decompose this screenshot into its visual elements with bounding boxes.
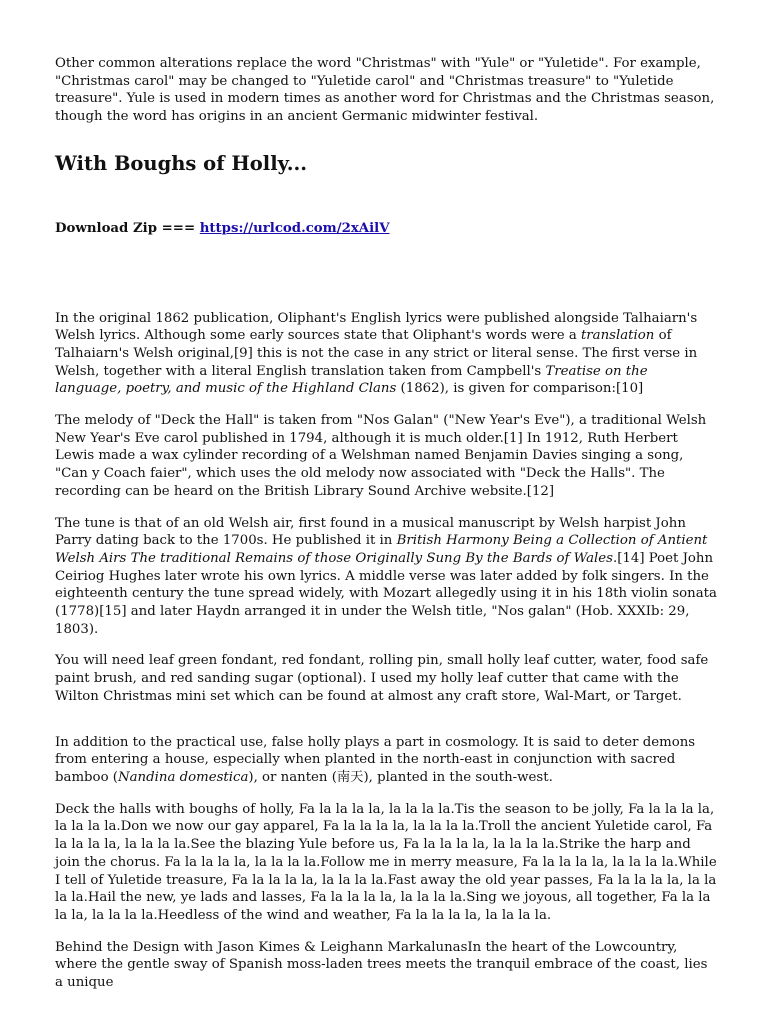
italic-translation: translation — [580, 328, 655, 344]
paragraph-lyrics: Deck the halls with boughs of holly, Fa la la la la, la la la la.Tis the season to be jolly, Fa la la la la, la la la la.Don we now our gay apparel, Fa la la la la, la la la la.Troll the ancient Yuletide carol, Fa la la la la, la la la la.See the blazing Yule before us, Fa la la la la, la la la la.Strike the harp and join the chorus. Fa la la la la, la la la la.Follow me in merry measure, Fa la la la la, la la la la.While I tell of Yuletide treasure, Fa la la la la, la la la la.Fast away the old year passes, Fa la la la la, la la la la.Hail the new, ye lads and lasses, Fa la la la la, la la la la.Sing we joyous, all together, Fa la la la la, la la la la.Heedless of the wind and weather, Fa la la la la, la la la la. — [55, 801, 717, 923]
download-link[interactable]: https://urlcod.com/2xAilV — [199, 220, 390, 236]
paragraph-text: The tune is that of an old Welsh air, first found in a musical manuscript by Welsh harpist John Parry dating back to the 1700s. He published it in — [55, 515, 686, 549]
paragraph-tune-origin — [55, 515, 717, 639]
paragraph-melody: The melody of "Deck the Hall" is taken from "Nos Galan" ("New Year's Eve"), a traditional Welsh New Year's Eve carol published in 1794, although it is much older.[1] In 1912, Ruth Herbert Lewis made a wax cylinder recording of a Welshman named Benjamin Davies singing a song, "Can y Coach faier", which uses the old melody now associated with "Deck the Halls". The recording can be heard on the British Library Sound Archive website.[12] — [55, 413, 707, 499]
download-label: Download Zip === — [55, 220, 196, 236]
download-line — [55, 220, 717, 238]
paragraph-text: In addition to the practical use, false holly plays a part in cosmology. It is said to deter demons from entering a house, especially when planted in the north-east in conjunction with sacred bamboo ( — [55, 734, 696, 785]
article-body — [55, 55, 717, 992]
paragraph-supplies: You will need leaf green fondant, red fondant, rolling pin, small holly leaf cutter, water, food safe paint brush, and red sanding sugar (optional). I used my holly leaf cutter that came with the Wilton Christmas mini set which can be found at almost any craft store, Wal-Mart, or Target. — [55, 653, 709, 704]
paragraph-text: of Talhaiarn's Welsh original,[9] this is not the case in any strict or literal sense. The first verse in Welsh, together with a literal English translation taken from Campbell's — [55, 328, 698, 379]
italic-book-title: British Harmony Being a Collection of Antient Welsh Airs The traditional Remains of those Originally Sung By the Bards of Wales — [55, 533, 708, 566]
paragraph-text: (1862), is given for comparison:[10] — [396, 381, 644, 397]
italic-species-name: Nandina domestica — [118, 769, 249, 785]
paragraph-original-publication — [55, 310, 717, 399]
paragraph-text: .[14] Poet John Ceiriog Hughes later wrote his own lyrics. A middle verse was later added by folk singers. In the eighteenth century the tune spread widely, with Mozart allegedly using it in his 18th violin sonata (1778)[15] and later Haydn arranged it in under the Welsh title, "Nos galan" (Hob. XXXIb: 29, 1803). — [55, 550, 717, 637]
paragraph-behind-design: Behind the Design with Jason Kimes & Leighann MarkalunasIn the heart of the Lowcountry, where the gentle sway of Spanish moss-laden trees meets the tranquil embrace of the coast, lies a unique — [55, 939, 708, 991]
paragraph-text: In the original 1862 publication, Oliphant's English lyrics were published alongside Talhaiarn's Welsh lyrics. Although some early sources state that Oliphant's words were a — [55, 310, 698, 344]
section-heading: With Boughs of Holly... — [55, 151, 308, 175]
paragraph-text: ), or nanten (南天), planted in the south-west. — [248, 769, 553, 785]
italic-treatise-title: Treatise on the language, poetry, and music of the Highland Clans — [55, 363, 648, 397]
intro-paragraph: Other common alterations replace the word "Christmas" with "Yule" or "Yuletide". For example, "Christmas carol" may be changed to "Yuletide carol" and "Christmas treasure" to "Yuletide treasure". Yule is used in modern times as another word for Christmas and the Christmas season, though the word has origins in an ancient Germanic midwinter festival. — [55, 56, 715, 125]
paragraph-cosmology — [55, 734, 717, 787]
